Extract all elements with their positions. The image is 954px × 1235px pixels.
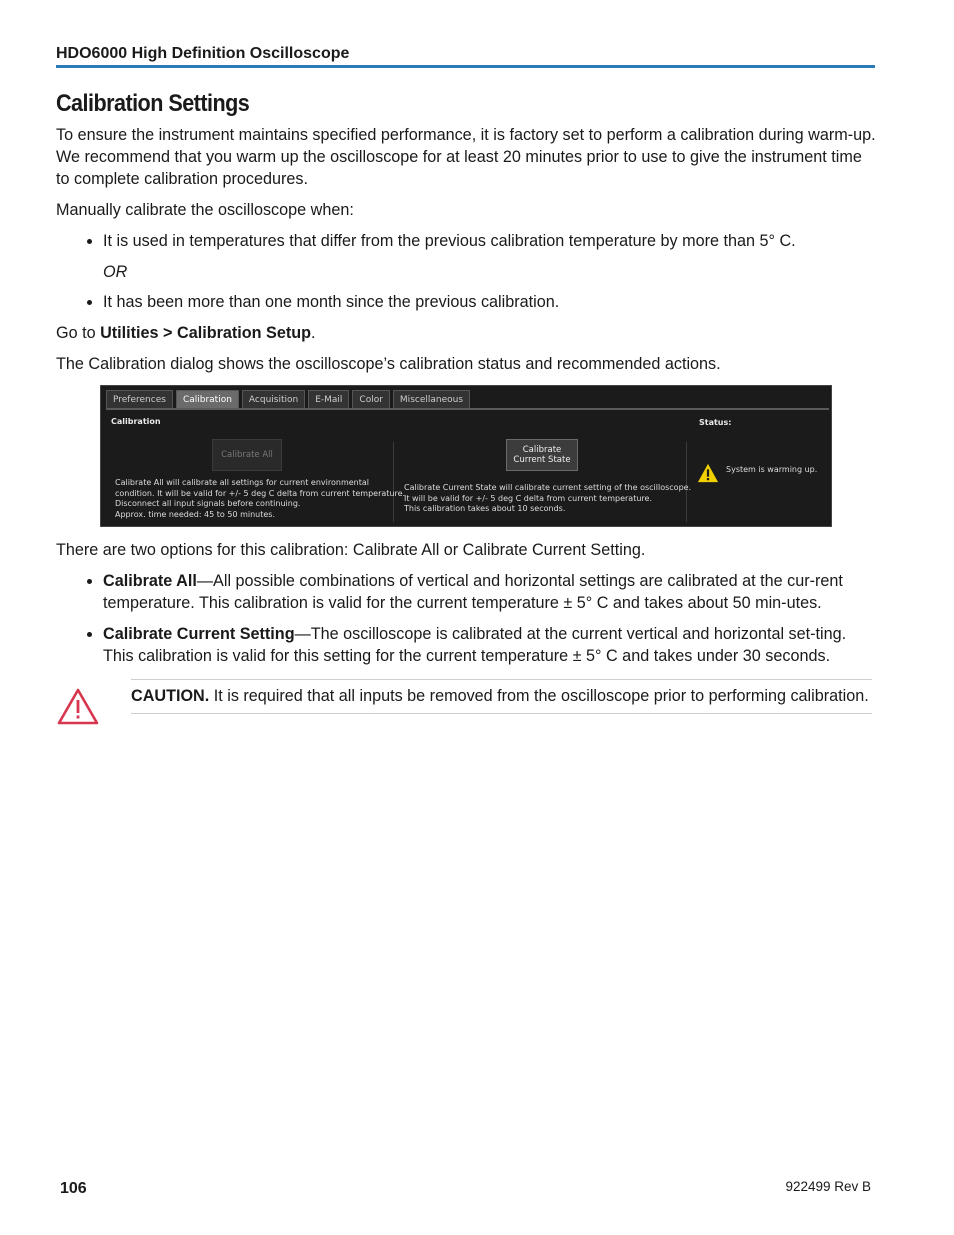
option-item: [103, 623, 878, 667]
option-item: [103, 570, 878, 614]
calibrate-all-button[interactable]: Calibrate All: [212, 439, 282, 471]
warning-triangle-icon: [56, 687, 100, 727]
button-label-line2: Current State: [513, 455, 571, 465]
desc-line: Calibrate All will calibrate all settings for current environmental: [115, 478, 369, 487]
button-label-line1: Calibrate: [522, 445, 562, 455]
running-header: HDO6000 High Definition Oscilloscope: [56, 45, 875, 68]
dialog-intro: The Calibration dialog shows the oscilloscope’s calibration status and recommended actions.: [56, 355, 721, 373]
caution-label: CAUTION.: [131, 687, 210, 705]
menu-path: Utilities > Calibration Setup: [100, 324, 312, 342]
option-term: Calibrate All: [103, 572, 197, 590]
desc-line: This calibration takes about 10 seconds.: [404, 504, 566, 513]
when-label: Manually calibrate the oscilloscope when:: [56, 201, 354, 219]
tab-miscellaneous[interactable]: Miscellaneous: [393, 390, 470, 409]
condition-list: [56, 230, 878, 252]
section-title: Calibration Settings: [56, 90, 250, 117]
desc-line: condition. It will be valid for +/- 5 deg C delta from current temperature.: [115, 488, 406, 498]
condition-list-2: [56, 291, 878, 313]
tab-calibration[interactable]: Calibration: [176, 390, 239, 409]
tab-divider: [106, 408, 829, 410]
dialog-tabs: [106, 390, 470, 409]
status-text: System is warming up.: [726, 465, 818, 474]
tab-acquisition[interactable]: Acquisition: [242, 390, 305, 409]
desc-line: Calibrate Current State will calibrate current setting of the oscilloscope.: [404, 483, 692, 492]
main-content: [56, 90, 878, 737]
option-text: —The oscilloscope is calibrated at the current vertical and horizontal set-ting. This calibration is valid for this setting for the current temperature ± 5° C and takes under 30 seconds.: [103, 625, 847, 665]
tab-email[interactable]: E-Mail: [308, 390, 349, 409]
document-id: 922499 Rev B: [785, 1179, 871, 1194]
tab-preferences[interactable]: Preferences: [106, 390, 173, 409]
options-intro: There are two options for this calibration: Calibrate All or Calibrate Current Setting.: [56, 541, 646, 559]
tab-color[interactable]: Color: [352, 390, 390, 409]
caution-body: It is required that all inputs be removed from the oscilloscope prior to performing calibration.: [209, 687, 869, 705]
option-text: —All possible combinations of vertical and horizontal settings are calibrated at the cur-rent temperature. This calibration is valid for the current temperature ± 5° C and takes about 50 min-utes.: [103, 572, 843, 612]
option-term: Calibrate Current Setting: [103, 625, 295, 643]
goto-suffix: .: [311, 324, 316, 342]
calibration-dialog-screenshot: [100, 385, 832, 527]
caution-text: [131, 679, 872, 714]
goto-prefix: Go to: [56, 324, 101, 342]
desc-line: It will be valid for +/- 5 deg C delta from current temperature.: [404, 493, 652, 503]
desc-line: Disconnect all input signals before continuing.: [115, 499, 301, 508]
goto-instruction: [56, 322, 878, 344]
condition-item: • It is used in temperatures that differ from the previous calibration temperature by more than 5° C.: [103, 230, 878, 252]
caution-block: [56, 679, 878, 737]
intro-paragraph: To ensure the instrument maintains specified performance, it is factory set to perform a calibration during warm-up. We recommend that you warm up the oscilloscope for at least 20 minutes prior to use to give the instrument time to complete calibration procedures.: [56, 126, 876, 188]
calibration-section-title: Calibration: [111, 417, 161, 426]
condition-item: • It has been more than one month since the previous calibration.: [103, 291, 878, 313]
options-list: [56, 570, 878, 667]
status-title: Status:: [699, 418, 732, 427]
calibrate-current-description: [404, 483, 691, 515]
calibrate-current-state-button[interactable]: [506, 439, 578, 471]
calibrate-all-description: [115, 478, 405, 520]
or-text: OR: [103, 263, 128, 281]
warning-icon: [697, 462, 719, 484]
desc-line: Approx. time needed: 45 to 50 minutes.: [115, 509, 276, 519]
page-number: 106: [60, 1180, 87, 1197]
